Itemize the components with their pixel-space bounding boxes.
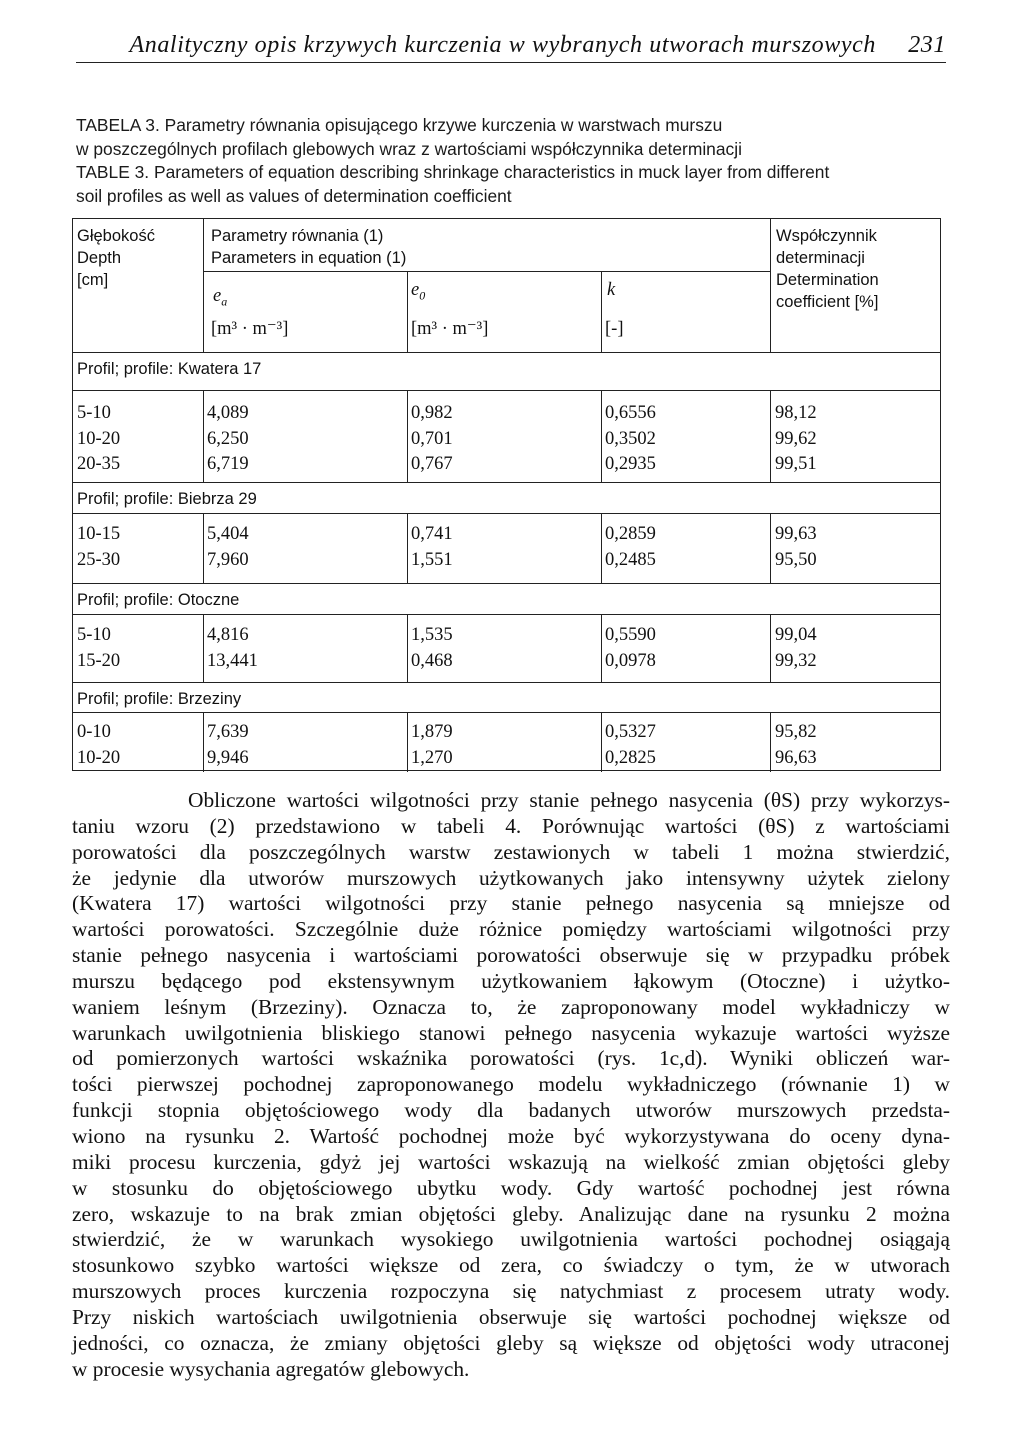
col-divider [407,390,408,482]
k-unit: [-] [605,319,624,339]
col-divider [203,219,204,352]
table-cell-e0: 0,741 [411,524,453,544]
body-line: Obliczone wartości wilgotności przy stanie pełnego nasycenia (θS) przy wykorzys- [188,788,950,812]
profile-group-label: Profil; profile: Biebrza 29 [77,490,257,508]
col-divider [203,513,204,583]
row-divider [73,352,940,353]
col-divider [601,271,602,352]
table-cell-ea: 5,404 [207,524,249,544]
col-divider [407,271,408,352]
profile-group-label: Profil; profile: Kwatera 17 [77,360,262,378]
coef-header-pl-2: determinacji [776,249,865,267]
table-cell-depth: 0-10 [77,722,111,742]
table-cell-k: 0,6556 [605,403,656,423]
table-cell-depth: 5-10 [77,403,111,423]
ea-symbol: e [213,286,222,306]
e0-header [411,279,425,308]
e0-symbol: e [411,280,420,300]
params-header-pl: Parametry równania (1) [211,227,384,245]
table-cell-k: 0,2485 [605,549,656,570]
table-cell-ea: 13,441 [207,650,258,671]
body-line: porowatości dla poszczególnych warstw zestawionych w tabeli 1 można stwierdzić, [72,839,950,864]
coef-header [776,225,879,313]
table-cell-k: 0,2935 [605,454,656,474]
table-cell-depth: 5-10 [77,625,111,645]
row-divider [73,482,940,483]
col-divider [407,513,408,583]
row-divider [73,513,940,514]
body-line: miki procesu kurczenia, gdyż jej wartości wskazują na wielkość zmian objętości gleby [72,1149,950,1174]
caption-line: soil profiles as well as values of determination coefficient [76,185,512,206]
table-cell-e0: 0,982 [411,403,453,423]
body-line: taniu wzoru (2) przedstawiono w tabeli 4. Porównując wartości (θS) z wartościami [72,813,950,838]
body-line: murszowych proces kurczenia rozpoczyna się natychmiast z procesem utraty wody. [72,1279,950,1304]
body-line: waniem leśnym (Brzeziny). Oznacza to, że zaproponowany model wykładniczy w [72,994,950,1019]
table-cell-ea: 6,250 [207,428,249,449]
table-cell-r2: 99,04 [775,625,817,645]
ea-subscript: a [221,294,228,309]
table-cell-k: 0,2859 [605,524,656,544]
ea-unit: [m³ · m⁻³] [211,319,289,339]
table-cell-ea: 6,719 [207,454,249,474]
coef-header-pl-1: Współczynnik [776,227,877,245]
running-title: Analityczny opis krzywych kurczenia w wybranych utworach murszowych [129,32,876,58]
body-line: w stosunku do objętościowego ubytku wody. Gdy wartość pochodnej jest równa [72,1175,950,1200]
depth-header [77,225,155,291]
table-cell-depth: 15-20 [77,650,121,671]
table-cell-k: 0,2825 [605,747,656,768]
col-divider [770,390,771,482]
table-cell-depth: 20-35 [77,454,121,474]
col-divider [770,219,771,352]
table-cell-depth: 10-15 [77,524,121,544]
col-divider [203,390,204,482]
table-caption [76,114,948,208]
table-cell-r2: 95,82 [775,722,817,742]
caption-line: TABELA 3. Parametry równania opisującego krzywe kurczenia w warstwach murszu [76,115,723,135]
depth-header-pl: Głębokość [77,227,155,245]
caption-line: TABLE 3. Parameters of equation describing shrinkage characteristics in muck layer from different [76,162,830,183]
table-cell-r2: 99,51 [775,454,817,474]
table-cell-e0: 0,767 [411,454,453,474]
body-line: wartości porowatości. Szczególnie duże różnice pomiędzy wartościami wilgotności przy [72,917,950,942]
params-header-en: Parameters in equation (1) [211,249,407,267]
body-line: zero, wskazuje to na brak zmian objętości gleby. Analizując dane na rysunku 2 można [72,1201,950,1226]
coef-header-en-2: coefficient [%] [776,293,879,311]
row-divider [73,614,940,615]
body-line: warunkach uwilgotnienia bliskiego stanowi pełnego nasycenia wykazuje wartości wyższe [72,1020,950,1045]
col-divider [203,712,204,772]
table-cell-k: 0,3502 [605,428,656,449]
body-line: stanie pełnego nasycenia i wartościami porowatości obserwuje się w przypadku próbek [72,943,950,968]
body-line: że jedynie dla utworów murszowych użytkowanych jako intensywny użytek zielony [72,865,950,890]
page-number: 231 [908,32,946,58]
ea-header [213,285,227,314]
table-cell-ea: 7,639 [207,722,249,742]
table-cell-r2: 98,12 [775,403,817,423]
col-divider [601,614,602,682]
table-cell-r2: 95,50 [775,549,817,570]
table-cell-r2: 96,63 [775,747,817,768]
body-line: funkcji stopnia objętościowego wody dla badanych utworów murszowych przedsta- [72,1098,950,1123]
e0-subscript: 0 [419,288,426,303]
table-cell-e0: 1,551 [411,549,453,570]
col-divider [601,712,602,772]
row-divider [73,583,940,584]
col-divider [601,390,602,482]
col-divider [407,614,408,682]
col-divider [601,513,602,583]
table-cell-k: 0,0978 [605,650,656,671]
running-header [76,32,946,63]
row-divider [73,682,940,683]
col-divider [407,712,408,772]
table-cell-ea: 4,816 [207,625,249,645]
table-cell-k: 0,5590 [605,625,656,645]
body-line: Przy niskich wartościach uwilgotnienia obserwuje się wartości pochodnej większe od [72,1304,950,1329]
parameters-table [72,218,941,771]
table-cell-ea: 7,960 [207,549,249,570]
depth-header-unit: [cm] [77,271,109,289]
table-cell-ea: 4,089 [207,403,249,423]
body-line: murszu będącego pod ekstensywnym użytkowaniem łąkowym (Otoczne) i użytko- [72,968,950,993]
col-divider [770,614,771,682]
row-divider [73,712,940,713]
table-cell-depth: 10-20 [77,428,121,449]
body-line: jedności, co oznacza, że zmiany objętości gleby są większe od objętości wody utraconej [72,1330,950,1355]
body-line: (Kwatera 17) wartości wilgotności przy stanie pełnego nasycenia są mniejsze od [72,891,950,916]
coef-header-en-1: Determination [776,271,879,289]
col-divider [770,513,771,583]
table-cell-e0: 1,535 [411,625,453,645]
table-cell-ea: 9,946 [207,747,249,768]
params-header [211,225,406,269]
body-line: od pomierzonych wartości wskaźnika porowatości (rys. 1c,d). Wyniki obliczeń war- [72,1046,950,1071]
col-divider [203,614,204,682]
table-cell-depth: 25-30 [77,549,121,570]
table-cell-r2: 99,32 [775,650,817,671]
table-cell-k: 0,5327 [605,722,656,742]
depth-header-en: Depth [77,249,122,267]
body-paragraph [72,788,950,1382]
body-line: w procesie wysychania agregatów glebowych. [72,1356,470,1381]
table-cell-e0: 0,468 [411,650,453,671]
body-line: stosunkowo szybko wartości większe od zera, co świadczy o tym, że w utworach [72,1253,950,1278]
k-header: k [607,280,616,300]
row-divider [73,390,940,391]
table-cell-r2: 99,62 [775,428,817,449]
body-line: stwierdzić, że w warunkach wysokiego uwilgotnienia wartości pochodnej osiągają [72,1227,950,1252]
body-line: tości pierwszej pochodnej zaproponowanego modelu wykładniczego (równanie 1) w [72,1072,950,1097]
profile-group-label: Profil; profile: Otoczne [77,591,240,609]
e0-unit: [m³ · m⁻³] [411,319,489,339]
row-divider [203,271,770,272]
table-cell-e0: 1,270 [411,747,453,768]
table-cell-e0: 0,701 [411,428,453,449]
table-cell-r2: 99,63 [775,524,817,544]
caption-line: w poszczególnych profilach glebowych wraz z wartościami współczynnika determinacji [76,138,742,159]
table-cell-e0: 1,879 [411,722,453,742]
col-divider [770,712,771,772]
profile-group-label: Profil; profile: Brzeziny [77,690,242,708]
table-cell-depth: 10-20 [77,747,121,768]
body-line: wiono na rysunku 2. Wartość pochodnej może być wykorzystywana do oceny dyna- [72,1123,950,1148]
